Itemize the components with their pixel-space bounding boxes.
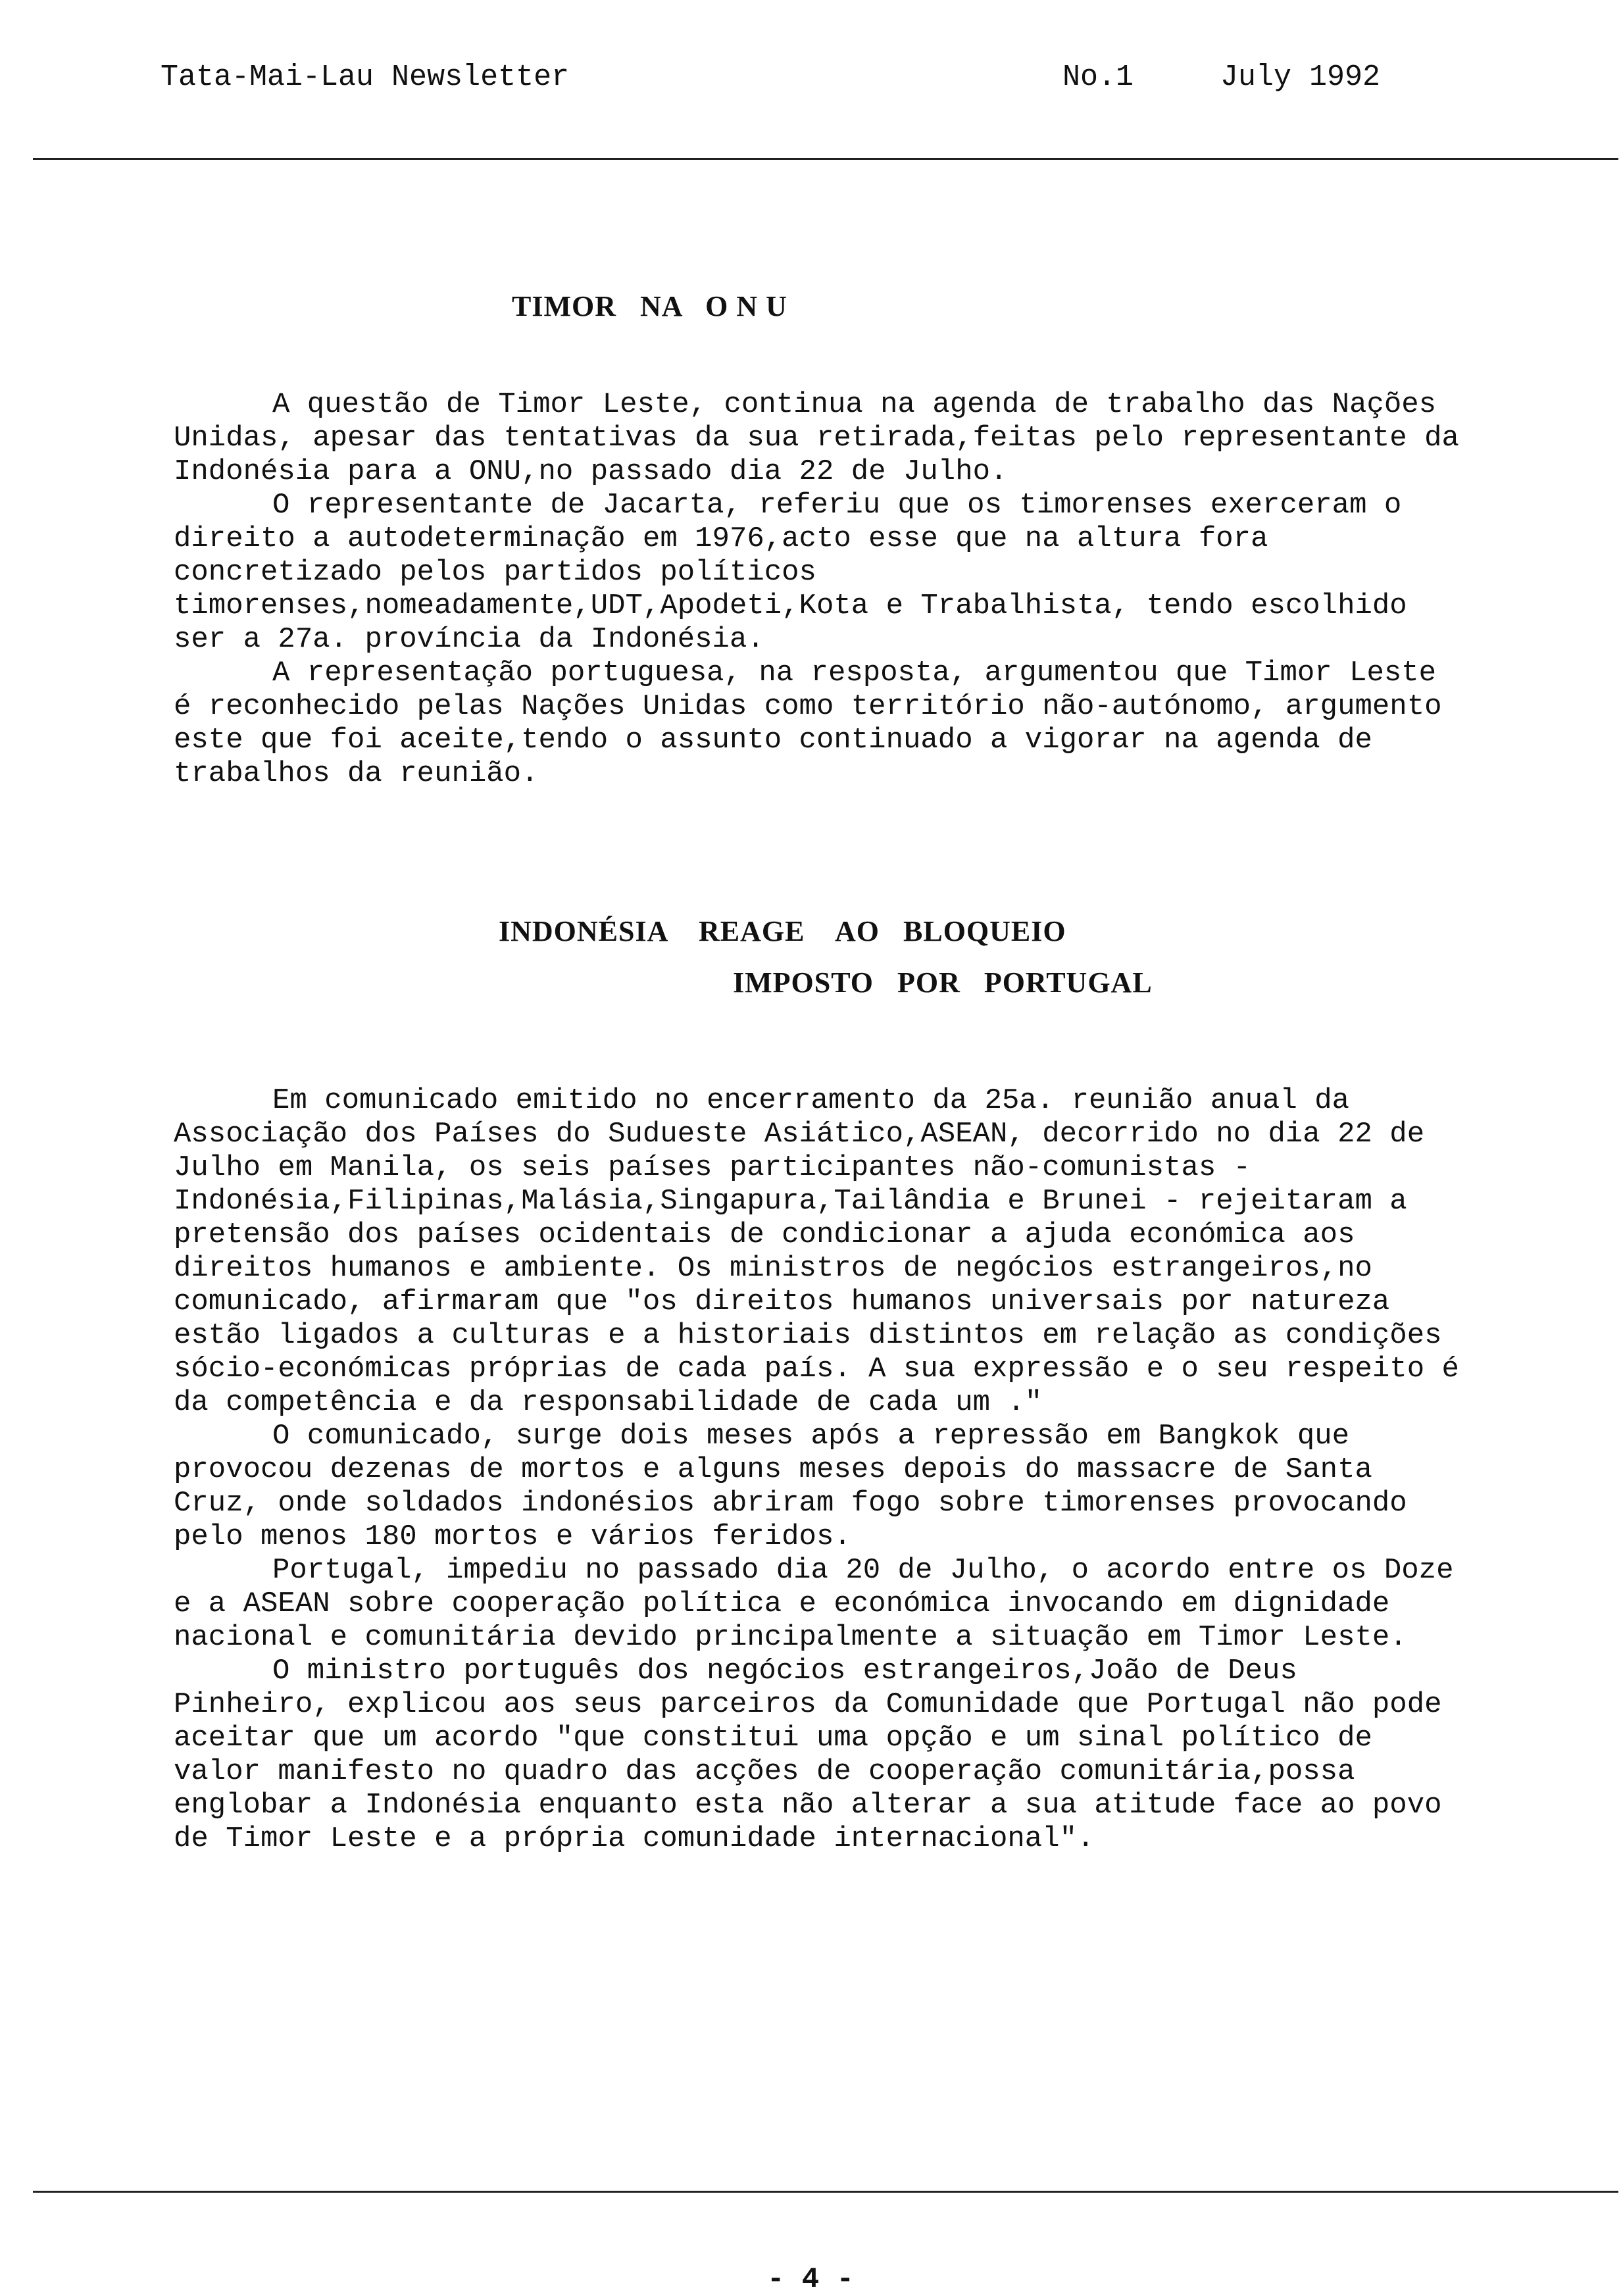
article-1-body — [174, 388, 1477, 791]
article-2-paragraph: Em comunicado emitido no encerramento da 25a. reunião anual da Associação dos Países do Sudueste Asiático,ASEAN, decorrido no dia 22 de Julho em Manila, os seis países participantes não-comunistas - Indonésia,Filipinas,Malásia,Singapura,Tailândia e Brunei - rejeitaram a pretensão dos países ocidentais de condicionar a ajuda económica aos direitos humanos e ambiente. Os ministros de negócios estrangeiros,no comunicado, afirmaram que "os direitos humanos universais por natureza estão ligados a culturas e a historiais distintos em relação as condições sócio-económicas próprias de cada país. A sua expressão e o seu respeito é da competência e da responsabilidade de cada um ." — [174, 1084, 1477, 1419]
article-2-heading-line-2: IMPOSTO POR PORTUGAL — [733, 966, 1153, 999]
page-number: - 4 - — [766, 2263, 855, 2296]
article-2-paragraph: O comunicado, surge dois meses após a repressão em Bangkok que provocou dezenas de mortos e alguns meses depois do massacre de Santa Cruz, onde soldados indonésios abriram fogo sobre timorenses provocando pelo menos 180 mortos e vários feridos. — [174, 1420, 1425, 1553]
issue-number: No.1 — [1062, 61, 1134, 94]
article-2-body — [174, 1084, 1477, 1856]
article-1-paragraph: A representação portuguesa, na resposta, argumentou que Timor Leste é reconhecido pelas Nações Unidas como território não-autónomo, argumento este que foi aceite,tendo o assunto continuado a vigorar na agenda de trabalhos da reunião. — [174, 657, 1459, 790]
issue-date: July 1992 — [1220, 61, 1381, 94]
article-1-heading: TIMOR NA O N U — [512, 290, 787, 322]
article-2-paragraph: Portugal, impediu no passado dia 20 de Julho, o acordo entre os Doze e a ASEAN sobre cooperação política e económica invocando em dignidade nacional e comunitária devido principalmente a situação em Timor Leste. — [174, 1554, 1471, 1654]
newsletter-title: Tata-Mai-Lau Newsletter — [161, 61, 570, 94]
article-2-heading-line-1: INDONÉSIA REAGE AO BLOQUEIO — [499, 915, 1066, 947]
article-1-paragraph: A questão de Timor Leste, continua na agenda de trabalho das Nações Unidas, apesar das tentativas da sua retirada,feitas pelo representante da Indonésia para a ONU,no passado dia 22 de Julho. — [174, 388, 1477, 488]
newsletter-header — [0, 61, 1621, 100]
footer-divider — [33, 2191, 1618, 2193]
header-divider — [33, 158, 1618, 160]
article-1-paragraph: O representante de Jacarta, referiu que os timorenses exerceram o direito a autodeterminação em 1976,acto esse que na altura fora concretizado pelos partidos políticos timorenses,nomeadamente,UDT,Apodeti,Kota e Trabalhista, tendo escolhido ser a 27a. província da Indonésia. — [174, 489, 1425, 656]
article-2-paragraph: O ministro português dos negócios estrangeiros,João de Deus Pinheiro, explicou aos seus parceiros da Comunidade que Portugal não pode aceitar que um acordo "que constitui uma opção e um sinal político de valor manifesto no quadro das acções de cooperação comunitária,possa englobar a Indonésia enquanto esta não alterar a sua atitude face ao povo de Timor Leste e a própria comunidade internacional". — [174, 1655, 1459, 1855]
